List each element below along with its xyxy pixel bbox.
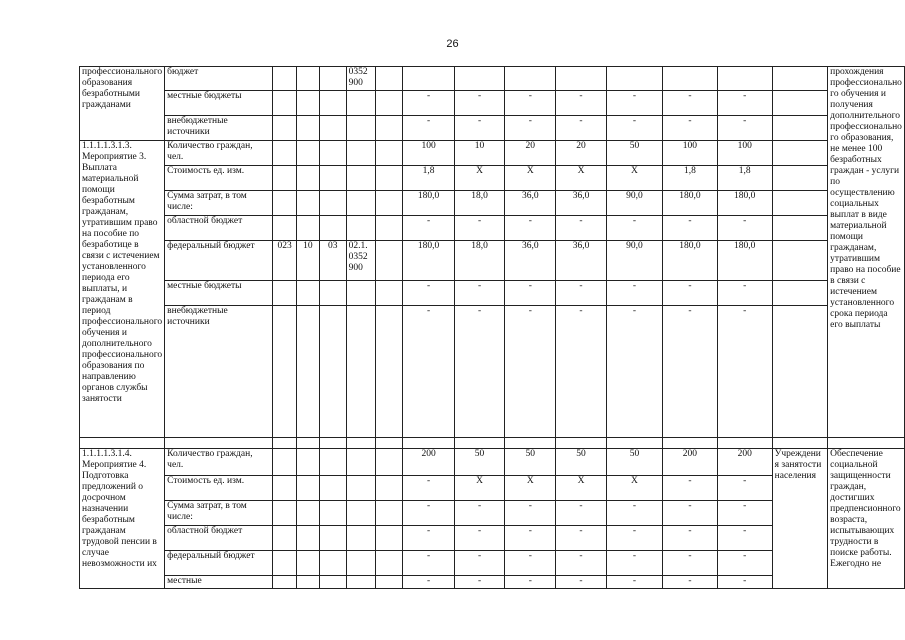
budget-code-cell bbox=[273, 526, 297, 551]
value-cell: - bbox=[454, 501, 505, 526]
value-cell: 20 bbox=[556, 141, 607, 166]
value-cell bbox=[505, 67, 556, 91]
value-cell: X bbox=[454, 476, 505, 501]
line-label: Стоимость ед. изм. bbox=[165, 166, 273, 191]
value-cell: 18,0 bbox=[454, 241, 505, 281]
activity-name: профессионального образования безработными гражданами bbox=[80, 67, 165, 141]
line-label: Стоимость ед. изм. bbox=[165, 476, 273, 501]
value-cell: - bbox=[505, 501, 556, 526]
value-cell: - bbox=[663, 526, 718, 551]
value-cell: - bbox=[717, 216, 772, 241]
executor-cell bbox=[772, 281, 828, 306]
value-cell: 1,8 bbox=[717, 166, 772, 191]
empty-cell bbox=[403, 438, 454, 449]
empty-cell bbox=[375, 116, 402, 141]
table-row bbox=[80, 216, 905, 241]
executor-cell bbox=[772, 216, 828, 241]
value-cell: X bbox=[606, 166, 662, 191]
line-label: Сумма затрат, в том числе: bbox=[165, 191, 273, 216]
value-cell: X bbox=[505, 166, 556, 191]
value-cell: - bbox=[663, 216, 718, 241]
value-cell: 180,0 bbox=[663, 191, 718, 216]
budget-code-cell bbox=[319, 91, 346, 116]
value-cell: X bbox=[454, 166, 505, 191]
budget-code-cell bbox=[319, 576, 346, 589]
value-cell: 180,0 bbox=[717, 241, 772, 281]
empty-cell bbox=[375, 166, 402, 191]
budget-code-cell bbox=[319, 116, 346, 141]
value-cell: - bbox=[663, 116, 718, 141]
value-cell: - bbox=[606, 216, 662, 241]
budget-code-cell bbox=[296, 67, 319, 91]
value-cell: 90,0 bbox=[606, 191, 662, 216]
budget-code-cell bbox=[346, 551, 375, 576]
budget-code-cell bbox=[296, 449, 319, 476]
empty-cell bbox=[454, 438, 505, 449]
value-cell: - bbox=[663, 91, 718, 116]
value-cell: - bbox=[606, 281, 662, 306]
table-row bbox=[80, 141, 905, 166]
budget-code-cell bbox=[319, 449, 346, 476]
value-cell: 10 bbox=[454, 141, 505, 166]
value-cell: - bbox=[403, 306, 454, 438]
budget-code-cell bbox=[273, 116, 297, 141]
value-cell: - bbox=[663, 551, 718, 576]
line-label: местные бюджеты bbox=[165, 91, 273, 116]
value-cell: - bbox=[556, 116, 607, 141]
empty-cell bbox=[505, 438, 556, 449]
budget-code-cell bbox=[319, 476, 346, 501]
value-cell: 50 bbox=[606, 141, 662, 166]
budget-code-cell bbox=[346, 281, 375, 306]
value-cell: 36,0 bbox=[505, 191, 556, 216]
result-note: Обеспечение социальной защищенности граждан, достигших предпенсионного возраста, испытывающих трудности в поиске работы. Ежегодно не bbox=[828, 449, 905, 589]
budget-code-cell bbox=[346, 476, 375, 501]
budget-code-cell bbox=[273, 166, 297, 191]
value-cell: 200 bbox=[717, 449, 772, 476]
budget-code-cell bbox=[273, 576, 297, 589]
value-cell: - bbox=[403, 526, 454, 551]
budget-code-cell bbox=[346, 501, 375, 526]
budget-code-cell bbox=[273, 551, 297, 576]
budget-code-cell bbox=[346, 91, 375, 116]
empty-cell bbox=[346, 438, 375, 449]
budget-code-cell bbox=[296, 551, 319, 576]
empty-cell bbox=[375, 306, 402, 438]
budget-code-cell: 10 bbox=[296, 241, 319, 281]
budget-code-cell bbox=[319, 216, 346, 241]
budget-code-cell bbox=[296, 166, 319, 191]
line-label: бюджет bbox=[165, 67, 273, 91]
value-cell: 180,0 bbox=[663, 241, 718, 281]
value-cell: - bbox=[606, 551, 662, 576]
value-cell: 50 bbox=[454, 449, 505, 476]
value-cell: - bbox=[454, 116, 505, 141]
executor-cell bbox=[772, 116, 828, 141]
empty-cell bbox=[663, 438, 718, 449]
executor-cell bbox=[772, 241, 828, 281]
value-cell: - bbox=[717, 281, 772, 306]
budget-code-cell bbox=[273, 281, 297, 306]
value-cell: - bbox=[663, 576, 718, 589]
value-cell: 180,0 bbox=[403, 241, 454, 281]
value-cell: 50 bbox=[556, 449, 607, 476]
budget-code-cell bbox=[346, 116, 375, 141]
budget-code-cell bbox=[273, 91, 297, 116]
value-cell: 36,0 bbox=[556, 241, 607, 281]
executor-cell: Учреждени я занятости населения bbox=[772, 449, 828, 589]
value-cell: 1,8 bbox=[663, 166, 718, 191]
budget-code-cell bbox=[296, 91, 319, 116]
empty-cell bbox=[375, 281, 402, 306]
value-cell: - bbox=[606, 501, 662, 526]
value-cell: - bbox=[454, 576, 505, 589]
line-label: Количество граждан, чел. bbox=[165, 449, 273, 476]
budget-code-cell bbox=[296, 476, 319, 501]
budget-code-cell bbox=[346, 576, 375, 589]
value-cell: - bbox=[403, 216, 454, 241]
budget-code-cell bbox=[273, 476, 297, 501]
budget-code-cell: 03 bbox=[319, 241, 346, 281]
value-cell: - bbox=[454, 551, 505, 576]
line-label: федеральный бюджет bbox=[165, 551, 273, 576]
value-cell: - bbox=[403, 576, 454, 589]
value-cell: - bbox=[717, 576, 772, 589]
budget-code-cell bbox=[296, 216, 319, 241]
value-cell: 100 bbox=[717, 141, 772, 166]
page-number: 26 bbox=[446, 38, 459, 50]
value-cell: - bbox=[556, 306, 607, 438]
value-cell: 180,0 bbox=[717, 191, 772, 216]
empty-cell bbox=[606, 438, 662, 449]
budget-code-cell: 02.1. 0352 900 bbox=[346, 241, 375, 281]
empty-cell bbox=[772, 438, 828, 449]
executor-cell bbox=[772, 306, 828, 438]
value-cell: X bbox=[505, 476, 556, 501]
line-label: внебюджетные источники bbox=[165, 306, 273, 438]
empty-cell bbox=[165, 438, 273, 449]
value-cell: - bbox=[403, 501, 454, 526]
value-cell: 1,8 bbox=[403, 166, 454, 191]
table-row bbox=[80, 281, 905, 306]
value-cell: 50 bbox=[606, 449, 662, 476]
table-row bbox=[80, 166, 905, 191]
empty-cell bbox=[717, 438, 772, 449]
line-label: областной бюджет bbox=[165, 526, 273, 551]
value-cell: - bbox=[505, 116, 556, 141]
value-cell: - bbox=[505, 576, 556, 589]
empty-cell bbox=[375, 526, 402, 551]
value-cell: - bbox=[606, 116, 662, 141]
value-cell: 200 bbox=[403, 449, 454, 476]
value-cell: - bbox=[717, 526, 772, 551]
executor-cell bbox=[772, 91, 828, 116]
value-cell: - bbox=[454, 216, 505, 241]
value-cell: - bbox=[454, 281, 505, 306]
table-row bbox=[80, 191, 905, 216]
value-cell: 36,0 bbox=[556, 191, 607, 216]
line-label: федеральный бюджет bbox=[165, 241, 273, 281]
budget-code-cell bbox=[346, 526, 375, 551]
value-cell: - bbox=[505, 306, 556, 438]
budget-code-cell: 023 bbox=[273, 241, 297, 281]
result-note: прохождения профессионально го обучения и получения дополнительного профессионально го образования, не менее 100 безработных граждан - услуги по осуществлению социальных выплат в виде материальной помощи гражданам, утратившим право на пособие в связи с истечением установленного срока периода его выплаты bbox=[828, 67, 905, 438]
table-row bbox=[80, 67, 905, 91]
value-cell: 50 bbox=[505, 449, 556, 476]
budget-code-cell bbox=[319, 306, 346, 438]
value-cell: - bbox=[454, 526, 505, 551]
line-label: областной бюджет bbox=[165, 216, 273, 241]
value-cell: 100 bbox=[403, 141, 454, 166]
empty-cell bbox=[375, 67, 402, 91]
budget-code-cell bbox=[319, 166, 346, 191]
budget-code-cell bbox=[346, 166, 375, 191]
empty-cell bbox=[296, 438, 319, 449]
empty-cell bbox=[273, 438, 297, 449]
budget-code-cell bbox=[296, 526, 319, 551]
value-cell: - bbox=[663, 501, 718, 526]
value-cell: X bbox=[556, 166, 607, 191]
budget-code-cell bbox=[346, 216, 375, 241]
empty-cell bbox=[319, 438, 346, 449]
budget-code-cell bbox=[319, 551, 346, 576]
value-cell: - bbox=[403, 281, 454, 306]
executor-cell bbox=[772, 191, 828, 216]
value-cell bbox=[556, 67, 607, 91]
empty-cell bbox=[556, 438, 607, 449]
budget-code-cell bbox=[296, 191, 319, 216]
empty-cell bbox=[375, 576, 402, 589]
budget-code-cell bbox=[273, 67, 297, 91]
line-label: Сумма затрат, в том числе: bbox=[165, 501, 273, 526]
budget-code-cell bbox=[273, 449, 297, 476]
empty-cell bbox=[375, 449, 402, 476]
budget-code-cell bbox=[296, 501, 319, 526]
value-cell: - bbox=[403, 91, 454, 116]
value-cell: - bbox=[505, 281, 556, 306]
empty-cell bbox=[80, 438, 165, 449]
value-cell bbox=[663, 67, 718, 91]
empty-cell bbox=[375, 501, 402, 526]
budget-code-cell bbox=[273, 501, 297, 526]
value-cell: X bbox=[556, 476, 607, 501]
budget-code-cell bbox=[296, 141, 319, 166]
executor-cell bbox=[772, 166, 828, 191]
budget-code-cell bbox=[319, 141, 346, 166]
budget-code-cell bbox=[273, 306, 297, 438]
empty-cell bbox=[375, 91, 402, 116]
budget-code-cell bbox=[273, 141, 297, 166]
line-label: внебюджетные источники bbox=[165, 116, 273, 141]
value-cell bbox=[454, 67, 505, 91]
line-label: местные bbox=[165, 576, 273, 589]
budget-code-cell bbox=[319, 526, 346, 551]
budget-code-cell bbox=[346, 141, 375, 166]
value-cell: 36,0 bbox=[505, 241, 556, 281]
table-row bbox=[80, 449, 905, 476]
value-cell: - bbox=[606, 91, 662, 116]
budget-code-cell bbox=[296, 281, 319, 306]
value-cell: - bbox=[403, 476, 454, 501]
empty-cell bbox=[375, 191, 402, 216]
value-cell: 90,0 bbox=[606, 241, 662, 281]
value-cell: - bbox=[505, 551, 556, 576]
budget-code-cell bbox=[273, 216, 297, 241]
table-row bbox=[80, 91, 905, 116]
empty-cell bbox=[375, 216, 402, 241]
value-cell: - bbox=[556, 526, 607, 551]
value-cell: 20 bbox=[505, 141, 556, 166]
budget-code-cell bbox=[346, 191, 375, 216]
budget-code-cell bbox=[296, 576, 319, 589]
value-cell: - bbox=[505, 526, 556, 551]
value-cell: - bbox=[717, 476, 772, 501]
value-cell: - bbox=[556, 551, 607, 576]
budget-code-cell bbox=[296, 116, 319, 141]
value-cell: - bbox=[606, 526, 662, 551]
value-cell: - bbox=[505, 91, 556, 116]
executor-cell bbox=[772, 67, 828, 91]
program-table bbox=[79, 66, 905, 589]
empty-cell bbox=[375, 241, 402, 281]
budget-code-cell bbox=[319, 191, 346, 216]
line-label: местные бюджеты bbox=[165, 281, 273, 306]
table-row bbox=[80, 241, 905, 281]
value-cell bbox=[606, 67, 662, 91]
empty-cell bbox=[375, 476, 402, 501]
activity-name: 1.1.1.1.3.1.3. Мероприятие 3. Выплата материальной помощи безработным гражданам, утратившим право на пособие по безработице в связи с истечением установленного периода его выплаты, и гражданам в период профессионального обучения и дополнительного профессионального образования по направлению органов службы занятости bbox=[80, 141, 165, 438]
value-cell: 180,0 bbox=[403, 191, 454, 216]
value-cell: - bbox=[505, 216, 556, 241]
value-cell bbox=[717, 67, 772, 91]
value-cell: - bbox=[556, 576, 607, 589]
value-cell bbox=[403, 67, 454, 91]
table-row bbox=[80, 306, 905, 438]
value-cell: - bbox=[556, 216, 607, 241]
budget-code-cell bbox=[346, 306, 375, 438]
activity-name: 1.1.1.1.3.1.4. Мероприятие 4. Подготовка предложений о досрочном назначении безработным гражданам трудовой пенсии в случае невозможности их bbox=[80, 449, 165, 589]
value-cell: - bbox=[663, 281, 718, 306]
value-cell: - bbox=[606, 306, 662, 438]
value-cell: - bbox=[663, 476, 718, 501]
budget-code-cell bbox=[319, 501, 346, 526]
value-cell: - bbox=[556, 501, 607, 526]
value-cell: - bbox=[717, 91, 772, 116]
value-cell: - bbox=[717, 116, 772, 141]
value-cell: - bbox=[606, 576, 662, 589]
value-cell: - bbox=[717, 501, 772, 526]
budget-code-cell bbox=[319, 67, 346, 91]
table-row bbox=[80, 438, 905, 449]
empty-cell bbox=[375, 438, 402, 449]
value-cell: - bbox=[556, 91, 607, 116]
executor-cell bbox=[772, 141, 828, 166]
empty-cell bbox=[375, 551, 402, 576]
value-cell: - bbox=[717, 306, 772, 438]
budget-code-cell: 0352 900 bbox=[346, 67, 375, 91]
value-cell: - bbox=[403, 551, 454, 576]
value-cell: - bbox=[403, 116, 454, 141]
value-cell: X bbox=[606, 476, 662, 501]
value-cell: - bbox=[454, 91, 505, 116]
value-cell: - bbox=[454, 306, 505, 438]
empty-cell bbox=[828, 438, 905, 449]
budget-code-cell bbox=[273, 191, 297, 216]
value-cell: - bbox=[717, 551, 772, 576]
value-cell: 200 bbox=[663, 449, 718, 476]
value-cell: - bbox=[556, 281, 607, 306]
value-cell: - bbox=[663, 306, 718, 438]
table-row bbox=[80, 116, 905, 141]
value-cell: 100 bbox=[663, 141, 718, 166]
line-label: Количество граждан, чел. bbox=[165, 141, 273, 166]
budget-code-cell bbox=[296, 306, 319, 438]
empty-cell bbox=[375, 141, 402, 166]
value-cell: 18,0 bbox=[454, 191, 505, 216]
budget-code-cell bbox=[346, 449, 375, 476]
budget-code-cell bbox=[319, 281, 346, 306]
